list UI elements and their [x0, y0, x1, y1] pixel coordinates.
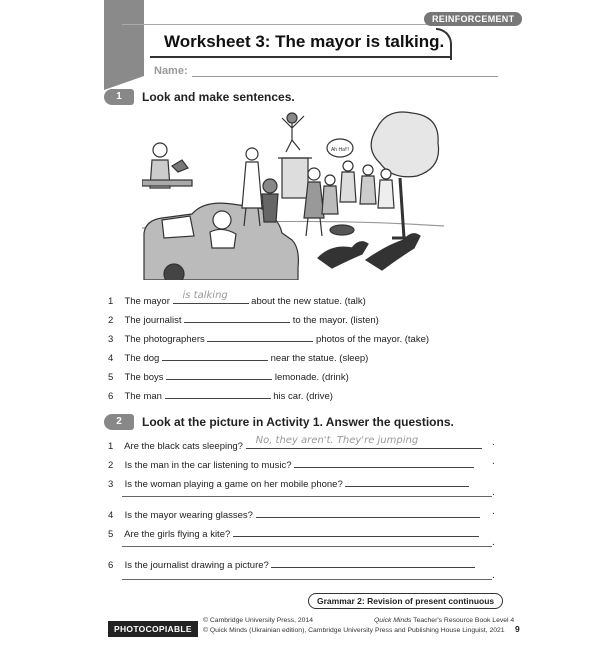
grammar-reference-box: Grammar 2: Revision of present continuous	[308, 593, 503, 609]
sentence-end: to the mayor. (listen)	[292, 315, 379, 326]
handwritten-answer: is talking	[182, 290, 228, 301]
item-number: 4	[108, 353, 114, 364]
name-label: Name:	[154, 65, 188, 77]
a2-item-2	[108, 457, 474, 472]
sentence-start: The mayor	[124, 296, 170, 307]
answer-blank[interactable]	[207, 331, 313, 342]
line-end-dot: .	[492, 437, 495, 448]
answer-continuation-line[interactable]	[122, 546, 492, 547]
answer-blank[interactable]	[233, 526, 479, 537]
book-reference	[374, 617, 514, 624]
item-number: 3	[108, 479, 114, 490]
a1-item-1	[108, 290, 366, 308]
item-number: 5	[108, 372, 114, 383]
book-subtitle: Teacher's Resource Book Level 4	[411, 617, 515, 624]
answer-blank[interactable]	[246, 435, 482, 449]
line-end-dot: .	[492, 506, 495, 517]
answer-blank[interactable]	[256, 507, 480, 518]
a2-item-5	[108, 526, 479, 541]
a1-item-4	[108, 350, 368, 365]
page-number: 9	[515, 624, 520, 634]
sentence-start: The boys	[124, 372, 164, 383]
photocopiable-label: PHOTOCOPIABLE	[108, 621, 198, 637]
answer-continuation-line[interactable]	[122, 496, 492, 497]
line-end-dot: .	[492, 487, 495, 498]
a1-item-3	[108, 331, 429, 346]
reinforcement-badge: REINFORCEMENT	[424, 12, 522, 26]
sentence-end: photos of the mayor. (take)	[316, 334, 430, 345]
title-underline	[150, 56, 450, 58]
question-text: Is the journalist drawing a picture?	[124, 560, 269, 571]
item-number: 4	[108, 510, 114, 521]
sentence-end: his car. (drive)	[273, 391, 333, 402]
activity-1-instruction: Look and make sentences.	[142, 90, 295, 104]
sentence-start: The man	[124, 391, 162, 402]
sentence-end: about the new statue. (talk)	[251, 296, 366, 307]
a1-item-5	[108, 369, 349, 384]
page-tab-corner	[104, 76, 144, 90]
sentence-start: The journalist	[124, 315, 182, 326]
line-end-dot: .	[492, 537, 495, 548]
question-text: Is the man in the car listening to music?	[124, 460, 292, 471]
activity-1-number: 1	[104, 89, 134, 105]
question-text: Is the woman playing a game on her mobile phone?	[124, 479, 343, 490]
title-swash	[436, 28, 452, 60]
a1-item-2	[108, 312, 379, 327]
question-text: Is the mayor wearing glasses?	[124, 510, 253, 521]
answer-blank[interactable]	[173, 290, 249, 304]
answer-blank[interactable]	[294, 457, 474, 468]
item-number: 3	[108, 334, 114, 345]
question-text: Are the black cats sleeping?	[124, 441, 243, 452]
page-tab	[104, 0, 144, 76]
sentence-end: lemonade. (drink)	[274, 372, 349, 383]
answer-blank[interactable]	[162, 350, 268, 361]
answer-continuation-line[interactable]	[122, 579, 492, 580]
item-number: 6	[108, 560, 114, 571]
answer-blank[interactable]	[166, 369, 272, 380]
sentence-start: The dog	[124, 353, 160, 364]
line-end-dot: .	[492, 570, 495, 581]
item-number: 1	[108, 296, 114, 307]
name-field-line[interactable]	[192, 76, 498, 77]
book-title: Quick Minds	[374, 617, 412, 624]
a2-item-6	[108, 557, 475, 572]
question-text: Are the girls flying a kite?	[124, 529, 231, 540]
park-scene-illustration	[142, 108, 444, 280]
a2-item-3	[108, 476, 469, 491]
item-number: 2	[108, 315, 114, 326]
activity-2-instruction: Look at the picture in Activity 1. Answer the questions.	[142, 415, 454, 429]
item-number: 6	[108, 391, 114, 402]
handwritten-answer: No, they aren't. They're jumping	[255, 435, 419, 446]
a2-item-1	[108, 435, 482, 453]
answer-blank[interactable]	[184, 312, 290, 323]
item-number: 1	[108, 441, 114, 452]
line-end-dot: .	[492, 456, 495, 467]
item-number: 2	[108, 460, 114, 471]
sentence-start: The photographers	[124, 334, 205, 345]
activity-2-number: 2	[104, 414, 134, 430]
sentence-end: near the statue. (sleep)	[270, 353, 369, 364]
item-number: 5	[108, 529, 114, 540]
answer-blank[interactable]	[271, 557, 475, 568]
speech-bubble-text: Ah Ha!!!	[330, 147, 350, 153]
copyright-line-1: © Cambridge University Press, 2014	[203, 617, 314, 624]
answer-blank[interactable]	[165, 388, 271, 399]
worksheet-title: Worksheet 3: The mayor is talking.	[164, 32, 445, 51]
copyright-line-2: © Quick Minds (Ukrainian edition), Cambridge University Press and Publishing House Linguist, 2021	[203, 627, 505, 634]
answer-blank[interactable]	[345, 476, 469, 487]
a1-item-6	[108, 388, 333, 403]
a2-item-4	[108, 507, 480, 522]
